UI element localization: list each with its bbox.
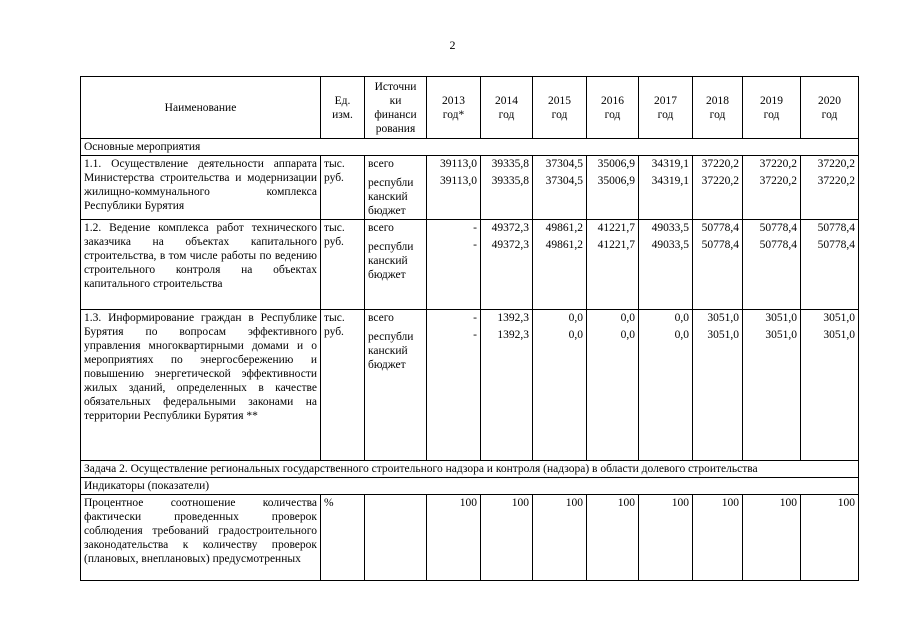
row-sources: всего республи канский бюджет — [365, 220, 427, 310]
header-year-2019: 2019 год — [743, 77, 801, 139]
value-cell: 41221,7 41221,7 — [587, 220, 639, 310]
value-cell: 1392,3 1392,3 — [481, 310, 533, 461]
table-row — [81, 156, 859, 220]
header-year-2018: 2018 год — [693, 77, 743, 139]
indicator-unit: % — [321, 495, 365, 581]
value-cell: 37220,2 37220,2 — [693, 156, 743, 220]
value-cell: 3051,0 3051,0 — [801, 310, 859, 461]
table-row — [81, 220, 859, 310]
value-cell: 39113,0 39113,0 — [427, 156, 481, 220]
value-cell: 0,0 0,0 — [639, 310, 693, 461]
value-cell: 35006,9 35006,9 — [587, 156, 639, 220]
header-year-2020: 2020 год — [801, 77, 859, 139]
row-unit: тыс. руб. — [321, 310, 365, 461]
section-main: Основные мероприятия — [81, 139, 859, 156]
value-cell: 37304,5 37304,5 — [533, 156, 587, 220]
row-name: 1.2. Ведение комплекса работ технического заказчика на объектах капитального строительства, в том числе работы по ведению строительного контроля на объектах капитального строительства — [81, 220, 321, 310]
header-year-2014: 2014 год — [481, 77, 533, 139]
header-name: Наименование — [81, 77, 321, 139]
row-sources: всего республи канский бюджет — [365, 310, 427, 461]
header-source: Источни ки финанси рования — [365, 77, 427, 139]
value-cell: 50778,4 50778,4 — [693, 220, 743, 310]
row-sources: всего республи канский бюджет — [365, 156, 427, 220]
value-cell: 37220,2 37220,2 — [743, 156, 801, 220]
header-unit: Ед. изм. — [321, 77, 365, 139]
value-cell: 49861,2 49861,2 — [533, 220, 587, 310]
task2-heading: Задача 2. Осуществление региональных государственного строительного надзора и контроля (надзора) в области долевого строительства — [81, 461, 859, 478]
value-cell: 3051,0 3051,0 — [693, 310, 743, 461]
table-row — [81, 310, 859, 461]
row-name: 1.3. Информирование граждан в Республике Бурятия по вопросам эффективного управления многоквартирными домами и о мероприятиях по энергосбережению и повышению энергетической эффективности жилых зданий, определенных в качестве обязательных федеральными законами на территории Республики Бурятия ** — [81, 310, 321, 461]
indicator-value: 100 — [801, 495, 859, 581]
indicator-value: 100 — [587, 495, 639, 581]
header-row — [81, 77, 859, 139]
funding-table — [80, 76, 859, 581]
indicator-value: 100 — [743, 495, 801, 581]
page-number: 2 — [449, 38, 456, 52]
value-cell: 0,0 0,0 — [587, 310, 639, 461]
value-cell: - - — [427, 310, 481, 461]
value-cell: - - — [427, 220, 481, 310]
indicator-value: 100 — [639, 495, 693, 581]
header-year-2015: 2015 год — [533, 77, 587, 139]
value-cell: 34319,1 34319,1 — [639, 156, 693, 220]
section-main-row — [81, 139, 859, 156]
value-cell: 50778,4 50778,4 — [801, 220, 859, 310]
indicator-value: 100 — [481, 495, 533, 581]
value-cell: 39335,8 39335,8 — [481, 156, 533, 220]
indicator-value: 100 — [693, 495, 743, 581]
row-unit: тыс. руб. — [321, 156, 365, 220]
task2-row — [81, 461, 859, 478]
value-cell: 49372,3 49372,3 — [481, 220, 533, 310]
header-year-2016: 2016 год — [587, 77, 639, 139]
header-year-2013: 2013 год* — [427, 77, 481, 139]
row-name: 1.1. Осуществление деятельности аппарата Министерства строительства и модернизации жилищно-коммунального комплекса Республики Бурятия — [81, 156, 321, 220]
value-cell: 0,0 0,0 — [533, 310, 587, 461]
value-cell: 3051,0 3051,0 — [743, 310, 801, 461]
indicators-row — [81, 478, 859, 495]
indicators-heading: Индикаторы (показатели) — [81, 478, 859, 495]
header-year-2017: 2017 год — [639, 77, 693, 139]
value-cell: 37220,2 37220,2 — [801, 156, 859, 220]
indicator-row — [81, 495, 859, 581]
value-cell: 49033,5 49033,5 — [639, 220, 693, 310]
value-cell: 50778,4 50778,4 — [743, 220, 801, 310]
indicator-source — [365, 495, 427, 581]
row-unit: тыс. руб. — [321, 220, 365, 310]
indicator-value: 100 — [427, 495, 481, 581]
indicator-name: Процентное соотношение количества фактически проведенных проверок соблюдения требований градостроительного законодательства к количеству проверок (плановых, внеплановых) предусмотренных — [81, 495, 321, 581]
indicator-value: 100 — [533, 495, 587, 581]
